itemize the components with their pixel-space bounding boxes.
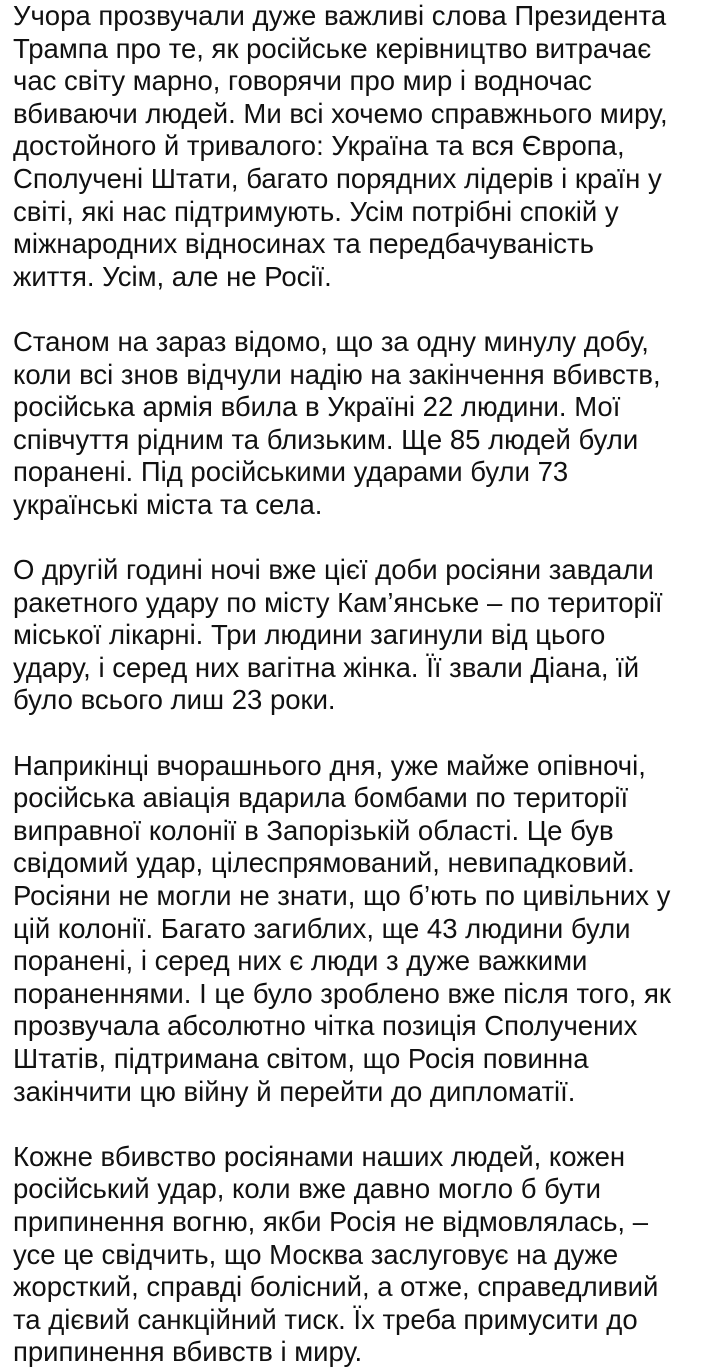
post-paragraph xyxy=(13,750,695,1109)
text-line: Наприкінці вчорашнього дня, уже майже опівночі, xyxy=(13,749,646,781)
text-line: Сполучені Штати, багато порядних лідерів і країн у xyxy=(13,162,662,194)
text-line: виправної колонії в Запорізькій області. Це був xyxy=(13,814,614,846)
text-line: було всього лиш 23 роки. xyxy=(13,684,336,716)
text-line: припинення вбивств і миру. xyxy=(13,1336,363,1368)
paragraph-gap xyxy=(13,522,695,555)
text-line: О другій годині ночі вже цієї доби росіяни завдали xyxy=(13,554,654,586)
text-line: Станом на зараз відомо, що за одну минулу добу, xyxy=(13,325,649,357)
post-body xyxy=(13,0,695,1369)
text-line: час світу марно, говорячи про мир і водночас xyxy=(13,65,592,97)
text-line: Штатів, підтримана світом, що Росія повинна xyxy=(13,1043,589,1074)
text-line: Учора прозвучали дуже важливі слова Президента xyxy=(13,0,667,31)
text-line: цій колонії. Багато загиблих, ще 43 людини були xyxy=(13,912,631,944)
paragraph-gap xyxy=(13,293,695,326)
text-line: міської лікарні. Три людини загинули від цього xyxy=(13,619,606,651)
text-line: ракетного удару по місту Кам’янське – по території xyxy=(13,586,663,618)
text-line: міжнародних відносинах та передбачуваність xyxy=(13,228,594,260)
paragraph-gap xyxy=(13,717,695,750)
text-line: світі, які нас підтримують. Усім потрібні спокій у xyxy=(13,195,619,227)
text-line: свідомий удар, цілеспрямований, невипадковий. xyxy=(13,847,635,879)
post-paragraph xyxy=(13,554,695,717)
text-line: поранені. Під російськими ударами були 73 xyxy=(13,456,569,488)
text-line: припинення вогню, якби Росія не відмовлялась, – xyxy=(13,1205,648,1237)
post-paragraph xyxy=(13,326,695,522)
text-line: російська авіація вдарила бомбами по території xyxy=(13,782,629,814)
text-line: поранені, і серед них є люди з дуже важкими xyxy=(13,945,588,977)
text-line: російський удар, коли вже давно могло б бути xyxy=(13,1173,601,1205)
text-line: та дієвий санкційний тиск. Їх треба примусити до xyxy=(13,1303,638,1335)
text-line: пораненнями. І це було зроблено вже після того, як xyxy=(13,977,671,1009)
text-line: Трампа про те, як російське керівництво витрачає xyxy=(13,32,652,64)
text-line: життя. Усім, але не Росії. xyxy=(13,260,332,292)
text-line: українські міста та села. xyxy=(13,488,323,520)
text-line: російська армія вбила в Україні 22 людини. Мої xyxy=(13,391,621,423)
paragraph-gap xyxy=(13,1108,695,1141)
text-line: вбиваючи людей. Ми всі хочемо справжнього миру, xyxy=(13,97,668,129)
post-paragraph xyxy=(13,0,695,293)
text-line: коли всі знов відчули надію на закінчення вбивств, xyxy=(13,358,661,390)
text-line: достойного й тривалого: Україна та вся Європа, xyxy=(13,130,625,162)
text-line: закінчити цю війну й перейти до дипломатії. xyxy=(13,1075,576,1107)
text-line: удару, і серед них вагітна жінка. Її звали Діана, їй xyxy=(13,651,640,683)
text-line: усе це свідчить, що Москва заслуговує на дуже xyxy=(13,1238,619,1270)
text-line: прозвучала абсолютно чітка позиція Сполучених xyxy=(13,1010,638,1042)
post-paragraph xyxy=(13,1141,695,1369)
text-line: співчуття рідним та близьким. Ще 85 людей були xyxy=(13,423,639,455)
text-line: Кожне вбивство росіянами наших людей, кожен xyxy=(13,1140,626,1172)
text-line: жорсткий, справді болісний, а отже, справедливий xyxy=(13,1271,659,1303)
text-line: Росіяни не могли не знати, що б’ють по цивільних у xyxy=(13,880,671,912)
